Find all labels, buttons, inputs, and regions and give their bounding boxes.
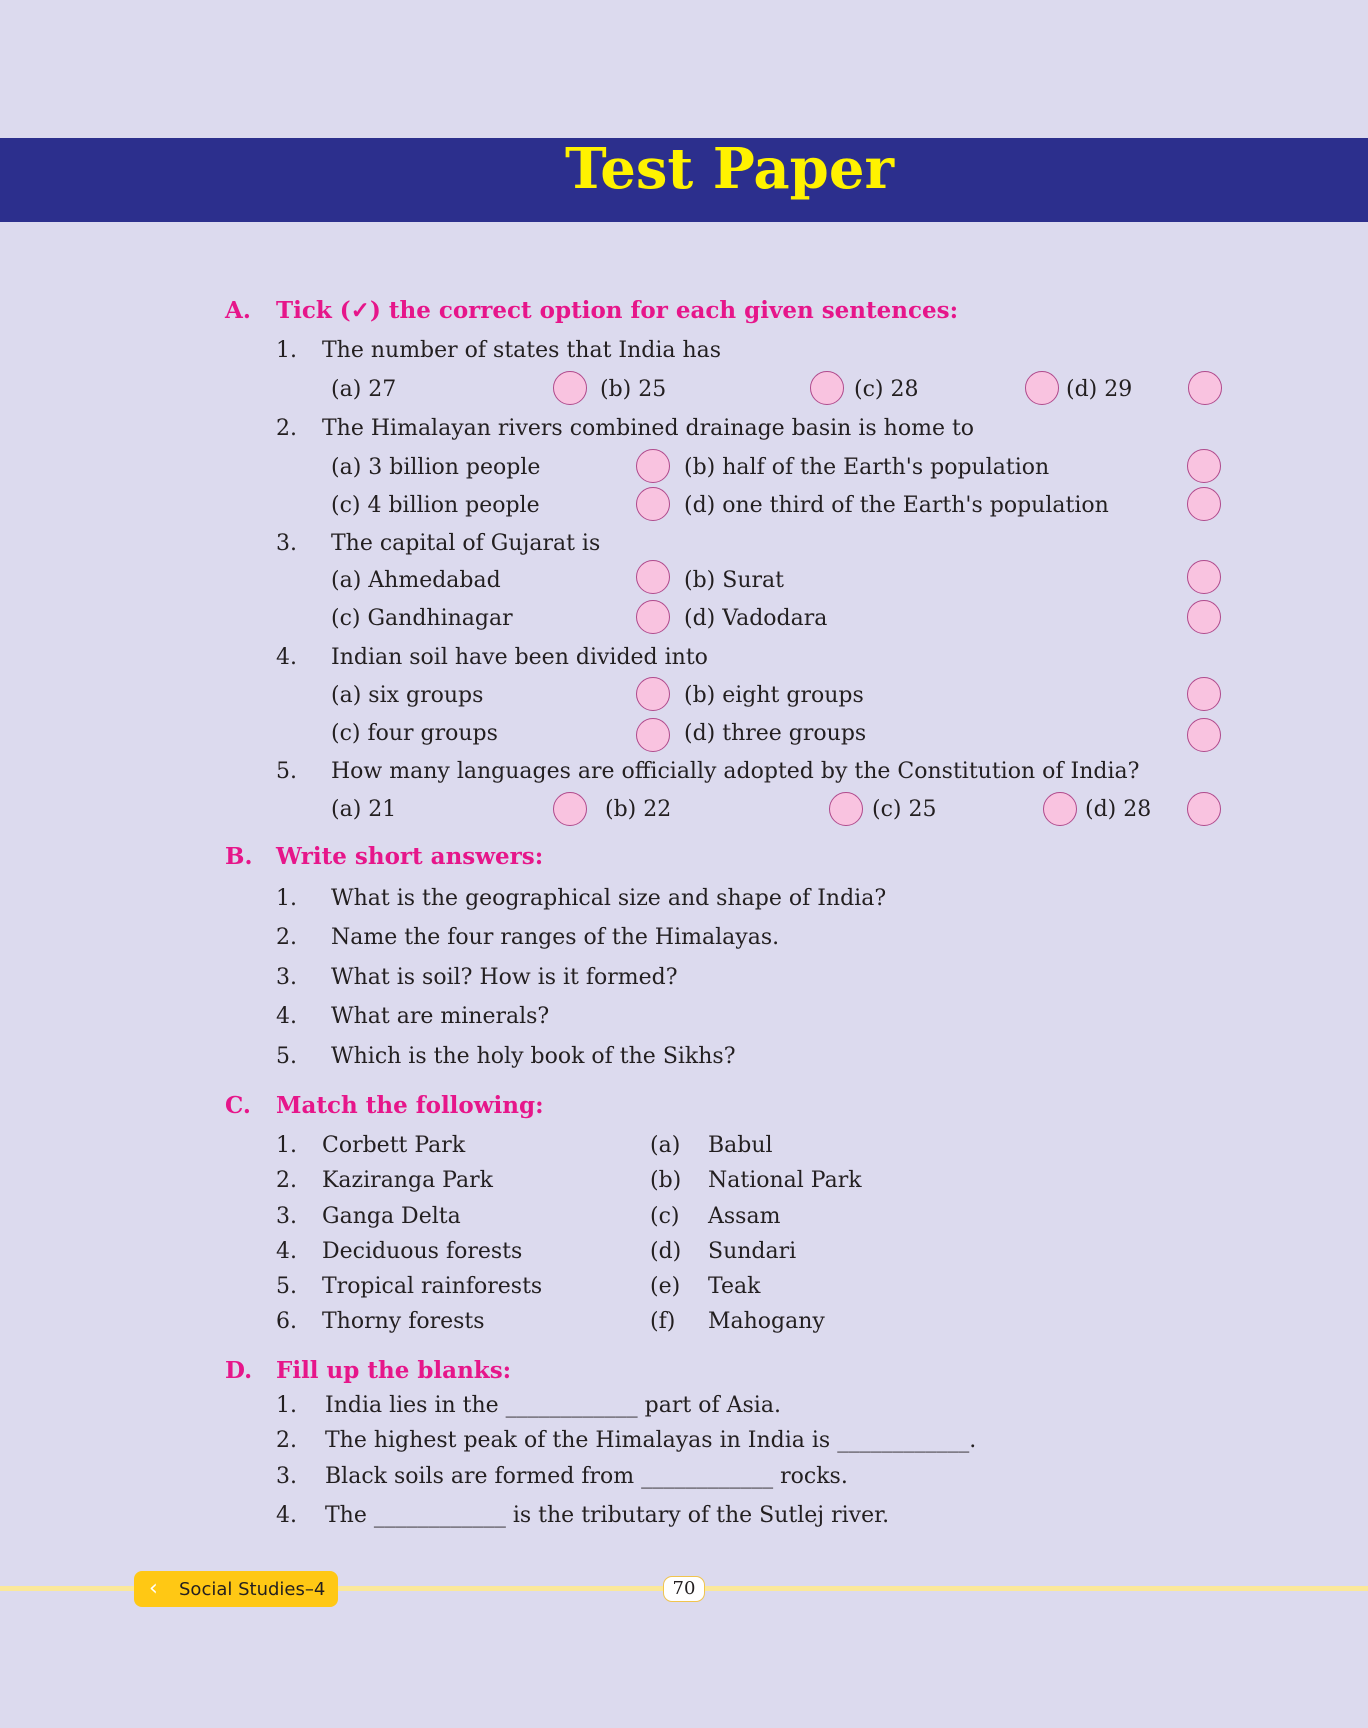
match-right: Teak [708,1274,761,1299]
item-number: 5. [276,1274,297,1299]
section-d-letter: D. [225,1357,253,1384]
option-label: (b) Surat [684,568,784,593]
question-text: How many languages are officially adopted by the Constitution of India? [331,759,1140,784]
item-number: 2. [276,1168,297,1193]
item-number: 4. [276,1004,297,1029]
page-title: Test Paper [565,136,894,202]
option-label: (d) one third of the Earth's population [684,493,1109,518]
answer-circle[interactable] [553,371,587,405]
short-question: Name the four ranges of the Himalayas. [331,925,780,950]
section-a-heading: Tick (✓) the correct option for each given sentences: [276,297,959,324]
footer-book-label: Social Studies–4 [179,1579,326,1600]
option-label: (b) 25 [600,377,667,402]
answer-circle[interactable] [636,600,670,634]
option-label: (c) 25 [872,797,937,822]
match-right: National Park [708,1168,862,1193]
match-left: Tropical rainforests [322,1274,543,1299]
page-number: 70 [663,1576,705,1602]
question-text: The number of states that India has [322,338,722,363]
section-d-heading: Fill up the blanks: [276,1357,512,1384]
option-label: (d) three groups [684,721,867,746]
option-label: (a) Ahmedabad [331,568,501,593]
answer-circle[interactable] [636,677,670,711]
match-left: Kaziranga Park [322,1168,493,1193]
short-question: What is the geographical size and shape of India? [331,886,887,911]
short-question: Which is the holy book of the Sikhs? [331,1044,736,1069]
question-number: 2. [276,416,297,441]
match-left: Deciduous forests [322,1239,523,1264]
answer-circle[interactable] [810,371,844,405]
item-number: 2. [276,1428,297,1453]
option-label: (b) half of the Earth's population [684,455,1050,480]
option-label: (a) six groups [331,683,484,708]
item-number: 4. [276,1503,297,1528]
fill-blank-sentence: The ____________ is the tributary of the Sutlej river. [325,1503,890,1528]
answer-circle[interactable] [1187,449,1221,483]
fill-blank-sentence: The highest peak of the Himalayas in India is ____________. [325,1428,977,1453]
question-text: Indian soil have been divided into [331,645,708,670]
short-question: What is soil? How is it formed? [331,965,678,990]
answer-circle[interactable] [1025,371,1059,405]
answer-circle[interactable] [1187,600,1221,634]
answer-circle[interactable] [1188,371,1222,405]
answer-circle[interactable] [636,487,670,521]
answer-circle[interactable] [1187,487,1221,521]
short-question: What are minerals? [331,1004,550,1029]
question-text: The Himalayan rivers combined drainage basin is home to [322,416,975,441]
match-key: (a) [650,1133,681,1158]
match-left: Ganga Delta [322,1204,461,1229]
match-left: Corbett Park [322,1133,466,1158]
match-key: (b) [650,1168,682,1193]
option-label: (a) 21 [331,797,397,822]
item-number: 1. [276,886,297,911]
option-label: (b) eight groups [684,683,864,708]
item-number: 1. [276,1133,297,1158]
fill-blank-sentence: India lies in the ____________ part of Asia. [325,1393,781,1418]
answer-circle[interactable] [1043,792,1077,826]
section-a-letter: A. [225,297,251,324]
option-label: (c) 28 [854,377,919,402]
question-number: 4. [276,645,297,670]
item-number: 1. [276,1393,297,1418]
option-label: (c) 4 billion people [331,493,540,518]
section-c-letter: C. [225,1092,251,1119]
question-number: 5. [276,759,297,784]
answer-circle[interactable] [1187,560,1221,594]
answer-circle[interactable] [1187,792,1221,826]
question-number: 1. [276,338,297,363]
option-label: (a) 3 billion people [331,455,541,480]
match-left: Thorny forests [322,1309,485,1334]
option-label: (d) 29 [1066,377,1133,402]
match-key: (f) [650,1309,676,1334]
match-key: (d) [650,1239,682,1264]
answer-circle[interactable] [1187,718,1221,752]
item-number: 3. [276,1464,297,1489]
match-right: Assam [708,1204,781,1229]
answer-circle[interactable] [553,792,587,826]
answer-circle[interactable] [636,718,670,752]
match-right: Sundari [708,1239,797,1264]
match-key: (e) [650,1274,681,1299]
item-number: 6. [276,1309,297,1334]
answer-circle[interactable] [636,449,670,483]
question-number: 3. [276,531,297,556]
section-b-letter: B. [225,843,253,870]
item-number: 3. [276,965,297,990]
option-label: (c) four groups [331,721,498,746]
option-label: (d) 28 [1085,797,1152,822]
section-b-heading: Write short answers: [276,843,544,870]
item-number: 5. [276,1044,297,1069]
match-key: (c) [650,1204,680,1229]
match-right: Babul [708,1133,773,1158]
chevron-left-icon: ‹ [149,1576,158,1601]
question-text: The capital of Gujarat is [331,531,601,556]
match-right: Mahogany [708,1309,825,1334]
option-label: (b) 22 [605,797,672,822]
answer-circle[interactable] [1187,677,1221,711]
item-number: 4. [276,1239,297,1264]
option-label: (d) Vadodara [684,606,828,631]
item-number: 2. [276,925,297,950]
item-number: 3. [276,1204,297,1229]
answer-circle[interactable] [829,792,863,826]
option-label: (a) 27 [331,377,397,402]
fill-blank-sentence: Black soils are formed from ____________ rocks. [325,1464,848,1489]
answer-circle[interactable] [636,560,670,594]
option-label: (c) Gandhinagar [331,606,513,631]
section-c-heading: Match the following: [276,1092,544,1119]
